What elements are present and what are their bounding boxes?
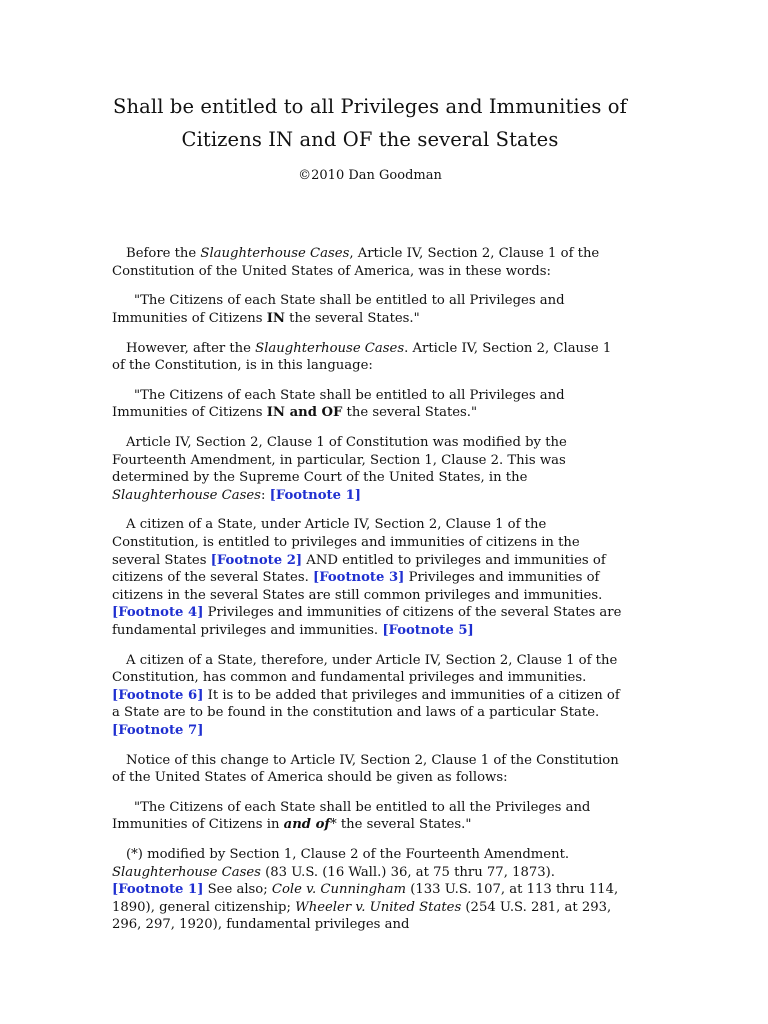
footnote-2-link[interactable]: [Footnote 2]: [210, 552, 303, 568]
copyright-line: ©2010 Dan Goodman: [298, 168, 442, 184]
paragraph-1: Before the Slaughterhouse Cases, Article IV, Section 2, Clause 1 of the Constitution of the United States of America, was in these words:: [112, 246, 600, 279]
title-line-1: Shall be entitled to all Privileges and Immunities of: [113, 95, 627, 118]
paragraph-6: Notice of this change to Article IV, Section 2, Clause 1 of the Constitution of the United States of America should be given as follows:: [112, 752, 619, 786]
footnote-5-link[interactable]: [Footnote 5]: [382, 622, 474, 638]
footnote-4-link[interactable]: [Footnote 4]: [112, 605, 204, 621]
footnote-6-link[interactable]: [Footnote 6]: [112, 687, 204, 703]
paragraph-5: A citizen of a State, therefore, under Article IV, Section 2, Clause 1 of the Constitution, has common and fundamental privileges and immunities. [Footnote 6] It is to be added that privileges and immunities of a citizen of a State are to be found in the constitution and laws of a particular State. [Footnote 7]: [112, 652, 620, 738]
paragraph-4: A citizen of a State, under Article IV, Section 2, Clause 1 of the Constitution, is entitled to privileges and immunities of citizens in the several States [Footnote 2] AND entitled to privileges and immunities of citizens of the several States. [Footnote 3] Privileges and immunities of citizens in the several States are still common privileges and immunities. [Footnote 4] Privileges and immunities of citizens of the several States are fundamental privileges and immunities. [Footnote 5]: [112, 517, 622, 638]
quote-1: "The Citizens of each State shall be entitled to all Privileges and Immunities of Citizens IN the several States.": [112, 293, 565, 327]
quote-2: "The Citizens of each State shall be entitled to all Privileges and Immunities of Citizens IN and OF the several States.": [112, 387, 565, 421]
document-body: [112, 245, 628, 934]
title-line-2: Citizens IN and OF the several States: [181, 128, 559, 152]
footnote-1-link[interactable]: [Footnote 1]: [269, 487, 362, 503]
document-title: [112, 0, 628, 156]
footnote-1-link-repeat[interactable]: [Footnote 1]: [112, 882, 204, 898]
quote-3: "The Citizens of each State shall be entitled to all the Privileges and Immunities of Citizens in and of* the several States.": [112, 799, 591, 833]
paragraph-7: (*) modified by Section 1, Clause 2 of the Fourteenth Amendment. Slaughterhouse Cases (83 U.S. (16 Wall.) 36, at 75 thru 77, 1873). [Footnote 1] See also; Cole v. Cunningham (133 U.S. 107, at 113 thru 114, 1890), general citizenship; Wheeler v. United States (254 U.S. 281, at 293, 296, 297, 1920), fundamental privileges and: [112, 846, 619, 933]
footnote-7-link[interactable]: [Footnote 7]: [112, 722, 204, 738]
paragraph-3: Article IV, Section 2, Clause 1 of Constitution was modified by the Fourteenth Amendment, in particular, Section 1, Clause 2. This was determined by the Supreme Court of the United States, in the Slaughterhouse Cases: [Footnote 1]: [112, 435, 567, 503]
paragraph-2: However, after the Slaughterhouse Cases. Article IV, Section 2, Clause 1 of the Constitution, is in this language:: [112, 340, 612, 374]
footnote-3-link[interactable]: [Footnote 3]: [312, 570, 405, 586]
